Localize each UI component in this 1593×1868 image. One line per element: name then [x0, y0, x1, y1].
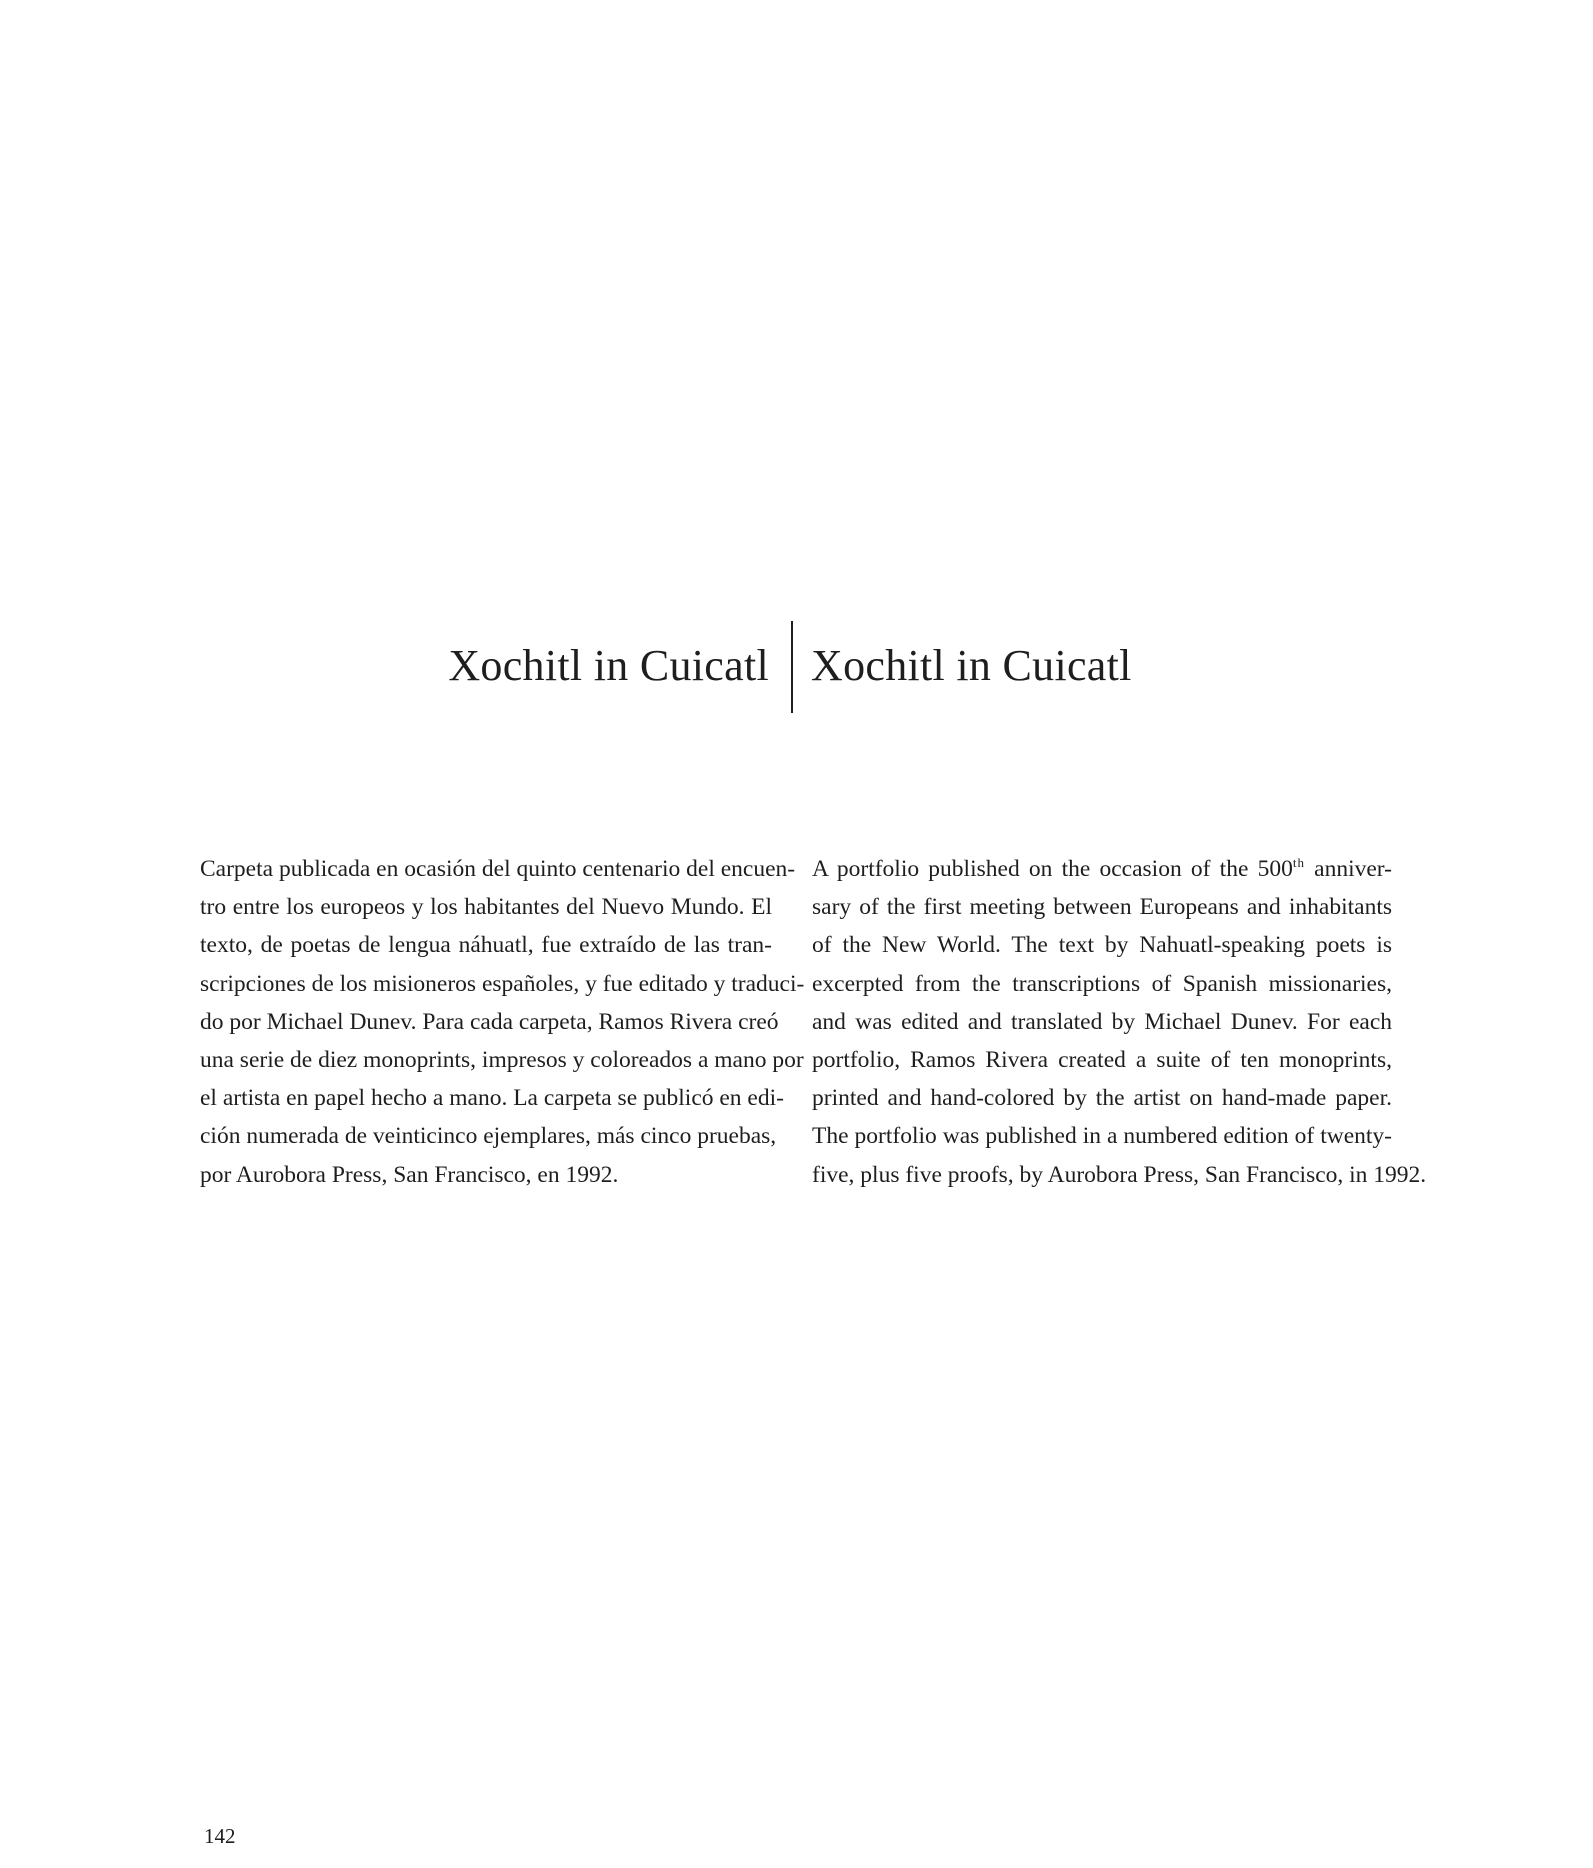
english-line: The portfolio was published in a numbered edition of twenty-	[812, 1123, 1392, 1150]
spanish-line: una serie de diez monoprints, impresos y coloreados a mano por	[200, 1047, 804, 1074]
english-line-first-after: anniver-	[1304, 856, 1392, 882]
title-english: Xochitl in Cuicatl	[811, 641, 1132, 690]
english-line: five, plus five proofs, by Aurobora Press, San Francisco, in 1992.	[812, 1161, 1427, 1188]
spanish-line: el artista en papel hecho a mano. La carpeta se publicó en edi-	[200, 1085, 784, 1112]
title-spanish: Xochitl in Cuicatl	[448, 641, 769, 690]
english-line: sary of the first meeting between Europeans and inhabitants	[812, 894, 1392, 921]
english-line: printed and hand-colored by the artist on hand-made paper.	[812, 1085, 1392, 1112]
english-line: of the New World. The text by Nahuatl-speaking poets is	[812, 932, 1392, 959]
english-line-first-before: A portfolio published on the occasion of the 500	[812, 856, 1293, 882]
english-line: and was edited and translated by Michael Dunev. For each	[812, 1008, 1392, 1035]
spanish-paragraph	[200, 850, 805, 1194]
spanish-line: Carpeta publicada en ocasión del quinto centenario del encuen-	[200, 856, 796, 882]
spanish-line: do por Michael Dunev. Para cada carpeta, Ramos Rivera creó	[200, 1008, 779, 1035]
english-paragraph	[812, 850, 1427, 1194]
page-number: 142	[204, 1824, 236, 1848]
ordinal-superscript: th	[1292, 855, 1305, 870]
spanish-line: scripciones de los misioneros españoles, y fue editado y traduci-	[200, 970, 805, 997]
spanish-line: texto, de poetas de lengua náhuatl, fue extraído de las tran-	[200, 932, 772, 959]
english-line: excerpted from the transcriptions of Spanish missionaries,	[812, 970, 1392, 997]
spanish-line: por Aurobora Press, San Francisco, en 1992.	[200, 1161, 619, 1188]
title-divider-rule	[791, 621, 793, 713]
spanish-line: ción numerada de veinticinco ejemplares, más cinco pruebas,	[200, 1123, 777, 1150]
english-line-first	[812, 850, 1392, 888]
spanish-line: tro entre los europeos y los habitantes del Nuevo Mundo. El	[200, 894, 772, 921]
english-line: portfolio, Ramos Rivera created a suite of ten monoprints,	[812, 1047, 1392, 1074]
